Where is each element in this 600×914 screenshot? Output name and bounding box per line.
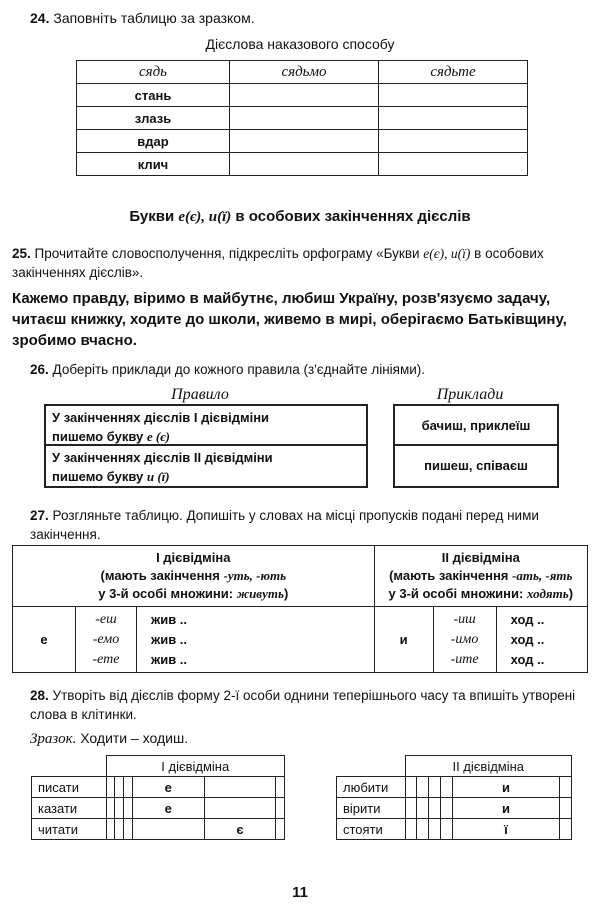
conj1-endings (76, 607, 137, 673)
conj2-line2: (мають закінчення (389, 568, 513, 583)
grid-word: стояти (337, 819, 406, 840)
grid-cell[interactable] (441, 798, 453, 819)
examples-box (393, 404, 559, 488)
ex28-grid-1 (31, 755, 285, 840)
table-row (77, 84, 528, 107)
table-row (337, 756, 572, 777)
stem[interactable]: жив .. (151, 611, 188, 627)
ex25-task-letters: е(є), и(ї) (423, 246, 471, 261)
grid-cell[interactable] (429, 777, 441, 798)
grid-cell[interactable] (123, 819, 132, 840)
ex25-task-c: в особових закінченнях дієслів». (12, 246, 544, 280)
grid1-title: І дієвідміна (106, 756, 285, 777)
section-title-a: Букви (129, 208, 179, 225)
answer-cell[interactable] (230, 130, 379, 153)
table-row (13, 607, 588, 673)
section-title (0, 208, 600, 226)
conj2-line3: у 3-й особі множини: (388, 586, 527, 601)
ex28-number: 28. (30, 688, 49, 703)
grid-cell[interactable] (204, 798, 276, 819)
conj1-endings-3pl: -уть, -ють (223, 568, 287, 583)
table-row (32, 819, 285, 840)
grid-cell[interactable] (405, 819, 417, 840)
table-row (32, 777, 285, 798)
ending: -еш (95, 611, 117, 627)
grid-word: казати (32, 798, 107, 819)
stem[interactable]: ход .. (510, 631, 545, 647)
ex27-task (30, 506, 590, 544)
grid-cell[interactable] (441, 777, 453, 798)
answer-cell[interactable] (379, 130, 528, 153)
table-row (77, 130, 528, 153)
table-row (337, 819, 572, 840)
table-row (77, 153, 528, 176)
ex25-task (12, 244, 592, 282)
example-header: Приклади (436, 386, 504, 403)
ex27-table (12, 545, 588, 673)
sample-label: Зразок. (30, 731, 77, 747)
ex25-task-a: Прочитайте словосполучення, підкресліть орфограму «Букви (34, 246, 424, 261)
word-cell: злазь (77, 107, 230, 130)
stem[interactable]: ход .. (510, 651, 545, 667)
grid-cell: и (452, 798, 559, 819)
ex25-text: Кажемо правду, віримо в майбутнє, любиш Україну, розв'язуємо задачу, читаєш книжку, ходите до школи, живемо в мирі, оберігаємо Батьківщину, зробимо вчасно. (12, 290, 567, 349)
rule-header: Правило (171, 386, 229, 403)
grid-cell[interactable] (429, 798, 441, 819)
grid-cell[interactable] (559, 819, 571, 840)
word-cell: вдар (77, 130, 230, 153)
rule-letter: е (є) (146, 429, 170, 444)
grid-cell[interactable] (559, 777, 571, 798)
grid-cell[interactable] (106, 777, 115, 798)
grid-word: любити (337, 777, 406, 798)
conj2-sample: ходять (526, 586, 569, 601)
section-title-letters: е(є), и(ї) (178, 209, 232, 225)
answer-cell[interactable] (230, 107, 379, 130)
grid-cell[interactable] (405, 798, 417, 819)
grid-cell[interactable] (115, 777, 124, 798)
stem[interactable]: жив .. (151, 631, 188, 647)
conj2-letter: и (374, 607, 433, 673)
conj2-endings-3pl: -ать, -ять (512, 568, 573, 583)
grid-cell[interactable] (417, 819, 429, 840)
conj1-title: І дієвідміна (156, 550, 231, 565)
ex28-grid-2 (336, 755, 572, 840)
grid-cell[interactable] (106, 798, 115, 819)
answer-cell[interactable] (379, 153, 528, 176)
grid-cell[interactable] (123, 798, 132, 819)
grid-cell[interactable] (132, 819, 204, 840)
conj2-endings (433, 607, 496, 673)
answer-cell[interactable] (230, 153, 379, 176)
table-row (337, 777, 572, 798)
answer-cell[interactable] (379, 107, 528, 130)
grid-cell: ї (452, 819, 559, 840)
conj1-letter: е (13, 607, 76, 673)
word-cell: клич (77, 153, 230, 176)
ex26-number: 26. (30, 362, 49, 377)
ex26-task (30, 362, 425, 377)
rule-line1: У закінченнях дієслів І дієвідміни (52, 410, 270, 425)
grid-cell: и (452, 777, 559, 798)
rules-box (44, 404, 368, 488)
conj1-close: ) (283, 586, 289, 601)
conj1-stems (137, 607, 375, 673)
ex24-task (30, 10, 255, 26)
conj2-stems (496, 607, 587, 673)
grid-cell: є (204, 819, 276, 840)
conj1-line2: (мають закінчення (100, 568, 224, 583)
grid-cell[interactable] (115, 819, 124, 840)
grid-cell[interactable] (417, 798, 429, 819)
stem[interactable]: ход .. (510, 611, 545, 627)
grid-cell[interactable] (417, 777, 429, 798)
grid-cell[interactable] (276, 798, 285, 819)
table-row (77, 61, 528, 84)
header-cell: сядьмо (230, 61, 379, 84)
answer-cell[interactable] (230, 84, 379, 107)
table-row (32, 756, 285, 777)
header-cell: сядьте (379, 61, 528, 84)
ex24-task-text: Заповніть таблицю за зразком. (53, 10, 255, 26)
stem[interactable]: жив .. (151, 651, 188, 667)
rule-item[interactable] (46, 406, 366, 446)
grid-cell[interactable] (276, 819, 285, 840)
ending: -имо (450, 631, 479, 647)
rule-line2: пишемо букву (52, 429, 147, 444)
conj1-sample: живуть (236, 586, 284, 601)
page-number: 11 (292, 884, 308, 901)
grid-cell[interactable] (559, 798, 571, 819)
ending: -ите (450, 651, 479, 667)
conj1-line3: у 3-й особі множини: (98, 586, 237, 601)
sample-text: Ходити – ходиш. (76, 730, 189, 746)
table-row (77, 107, 528, 130)
ex28-sample (30, 730, 188, 748)
table-row (337, 798, 572, 819)
grid-cell[interactable] (123, 777, 132, 798)
ending: -иш (453, 611, 476, 627)
table-row (13, 546, 588, 607)
table-row (32, 798, 285, 819)
grid-cell[interactable] (106, 819, 115, 840)
ex24-table (76, 60, 528, 176)
conj1-header (13, 546, 375, 607)
ending: -емо (92, 631, 120, 647)
ending: -ете (92, 651, 120, 667)
example-item[interactable]: бачиш, приклеїш (395, 406, 557, 446)
ex28-task (30, 686, 590, 724)
ex27-task-text: Розгляньте таблицю. Допишіть у словах на місці пропусків подані перед ними закінчення. (30, 508, 539, 542)
rule-line2: пишемо букву (52, 469, 147, 484)
grid-cell: е (132, 777, 204, 798)
rule-line1: У закінченнях дієслів ІІ дієвідміни (52, 450, 273, 465)
rule-letter: и (ї) (146, 469, 170, 484)
ex24-number: 24. (30, 10, 50, 26)
conj2-close: ) (568, 586, 574, 601)
grid-cell[interactable] (276, 777, 285, 798)
grid2-title: ІІ дієвідміна (405, 756, 572, 777)
ex25-number: 25. (12, 246, 31, 261)
conj2-title: ІІ дієвідміна (441, 550, 520, 565)
grid-cell[interactable] (204, 777, 276, 798)
header-cell: сядь (77, 61, 230, 84)
grid-cell[interactable] (405, 777, 417, 798)
grid-cell: е (132, 798, 204, 819)
grid-cell[interactable] (115, 798, 124, 819)
answer-cell[interactable] (379, 84, 528, 107)
grid-cell[interactable] (429, 819, 441, 840)
word-cell: стань (77, 84, 230, 107)
grid-word: писати (32, 777, 107, 798)
rule-item[interactable] (46, 446, 366, 486)
ex28-task-text: Утворіть від дієслів форму 2-ї особи однини теперішнього часу та впишіть утворені слова в клітинки. (30, 688, 576, 722)
grid-word: читати (32, 819, 107, 840)
section-title-c: в особових закінченнях дієслів (231, 208, 471, 225)
ex27-number: 27. (30, 508, 49, 523)
grid-word: вірити (337, 798, 406, 819)
example-item[interactable]: пишеш, співаєш (424, 458, 528, 473)
conj2-header (374, 546, 587, 607)
grid-cell[interactable] (441, 819, 453, 840)
ex26-task-text: Доберіть приклади до кожного правила (з'єднайте лініями). (52, 362, 426, 377)
ex24-caption: Дієслова наказового способу (205, 36, 395, 52)
